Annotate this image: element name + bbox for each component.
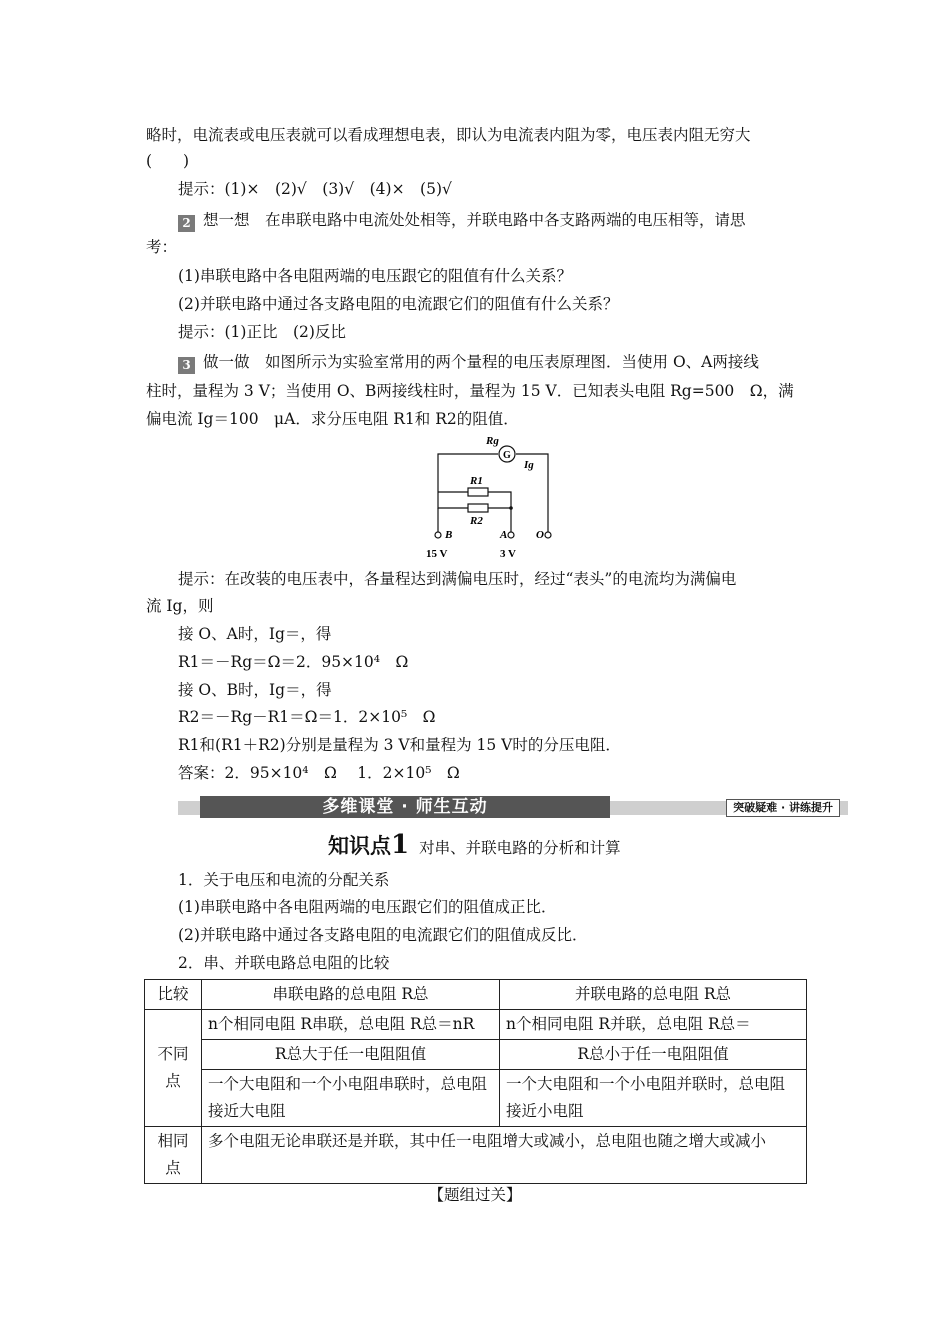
formula-line: 接 O、A时，Ig＝，得 [178, 625, 332, 643]
do-label: 做一做 [203, 353, 250, 371]
table-cell: 多个电阻无论串联还是并联，其中任一电阻增大或减小，总电阻也随之增大或减小 [202, 1127, 807, 1184]
table-header-cell: 并联电路的总电阻 R总 [500, 980, 807, 1010]
comparison-table [144, 979, 807, 1184]
table-cell: 一个大电阻和一个小电阻并联时，总电阻接近小电阻 [500, 1070, 807, 1127]
knowledge-point-subtitle: 对串、并联电路的分析和计算 [419, 839, 621, 857]
do-text: 如图所示为实验室常用的两个量程的电压表原理图．当使用 O、A两接线 [249, 353, 759, 371]
table-row [145, 1040, 807, 1070]
formula-line: 接 O、B时，Ig＝，得 [178, 681, 332, 699]
table-row [145, 1070, 807, 1127]
think-heading [178, 206, 808, 234]
question-line: (1)串联电路中各电阻两端的电压跟它的阻值有什么关系？ [178, 267, 572, 285]
row-label-cell: 不同点 [145, 1010, 202, 1127]
table-header-cell: 串联电路的总电阻 R总 [202, 980, 500, 1010]
table-cell: R总小于任一电阻阻值 [500, 1040, 807, 1070]
group-heading: 【题组过关】 [428, 1186, 522, 1204]
do-heading [178, 348, 808, 376]
terminal-o-shape [545, 532, 551, 538]
table-row [145, 980, 807, 1010]
r1-label: R1 [470, 475, 483, 487]
table-cell: 一个大电阻和一个小电阻串联时，总电阻接近大电阻 [202, 1070, 500, 1127]
rg-label: Rg [486, 435, 499, 447]
knowledge-point-heading [328, 830, 621, 860]
section-banner [178, 796, 848, 818]
range-15v-label: 15 V [426, 548, 448, 560]
terminal-o-label: O [536, 529, 544, 541]
banner-title: 多维课堂 · 师生互动 [200, 796, 610, 818]
formula-line: R2＝－Rg－R1＝Ω＝1．2×10⁵ Ω [178, 708, 436, 726]
hint-line: 提示：(1)× (2)√ (3)√ (4)× (5)√ [178, 180, 452, 198]
text-line: 考： [146, 238, 178, 256]
section-line: 2．串、并联电路总电阻的比较 [178, 954, 390, 972]
r2-label: R2 [470, 515, 483, 527]
text-line: R1和(R1＋R2)分别是量程为 3 V和量程为 15 V时的分压电阻． [178, 736, 621, 754]
table-cell: n个相同电阻 R并联，总电阻 R总＝ [500, 1010, 807, 1040]
text-line: 提示：在改装的电压表中，各量程达到满偏电压时，经过“表头”的电流均为满偏电 [178, 570, 737, 588]
range-3v-label: 3 V [500, 548, 516, 560]
knowledge-point-number: 1 [391, 830, 410, 860]
text-line: ( ) [146, 152, 190, 170]
terminal-b-shape [435, 532, 441, 538]
hint-line: 提示：(1)正比 (2)反比 [178, 323, 346, 341]
section-line: (1)串联电路中各电阻两端的电压跟它们的阻值成正比． [178, 898, 557, 916]
knowledge-point-label: 知识点 [328, 834, 391, 858]
answer-line: 答案：2．95×10⁴ Ω 1．2×10⁵ Ω [178, 764, 460, 782]
resistor-r1-shape [468, 488, 488, 496]
think-label: 想一想 [203, 211, 250, 229]
section-line: 1．关于电压和电流的分配关系 [178, 871, 390, 889]
galvanometer-label: G [503, 450, 511, 461]
section-line: (2)并联电路中通过各支路电阻的电流跟它们的阻值成反比． [178, 926, 588, 944]
text-line: 柱时，量程为 3 V；当使用 O、B两接线柱时，量程为 15 V．已知表头电阻 Rg=500 Ω，满 [146, 382, 794, 400]
table-header-cell: 比较 [145, 980, 202, 1010]
resistor-r2-shape [468, 504, 488, 512]
terminal-b-label: B [445, 529, 453, 541]
voltmeter-circuit-diagram [420, 432, 570, 562]
formula-line: R1＝－Rg＝Ω＝2．95×10⁴ Ω [178, 653, 409, 671]
table-cell: n个相同电阻 R串联，总电阻 R总＝nR [202, 1010, 500, 1040]
terminal-a-shape [508, 532, 514, 538]
terminal-a-label: A [500, 529, 508, 541]
table-row [145, 1127, 807, 1184]
table-row [145, 1010, 807, 1040]
text-line: 流 Ig，则 [146, 597, 214, 615]
question-line: (2)并联电路中通过各支路电阻的电流跟它们的阻值有什么关系？ [178, 295, 619, 313]
table-cell: R总大于任一电阻阻值 [202, 1040, 500, 1070]
think-text: 在串联电路中电流处处相等，并联电路中各支路两端的电压相等，请思 [249, 211, 746, 229]
number-2-icon: 2 [178, 215, 195, 232]
text-line: 偏电流 Ig＝100 μA．求分压电阻 R1和 R2的阻值． [146, 410, 519, 428]
text-line: 略时，电流表或电压表就可以看成理想电表，即认为电流表内阻为零，电压表内阻无穷大 [146, 126, 751, 144]
row-label-cell: 相同点 [145, 1127, 202, 1184]
ig-label: Ig [524, 459, 534, 471]
banner-tag: 突破疑难 · 讲练提升 [726, 799, 840, 817]
number-3-icon: 3 [178, 357, 195, 374]
